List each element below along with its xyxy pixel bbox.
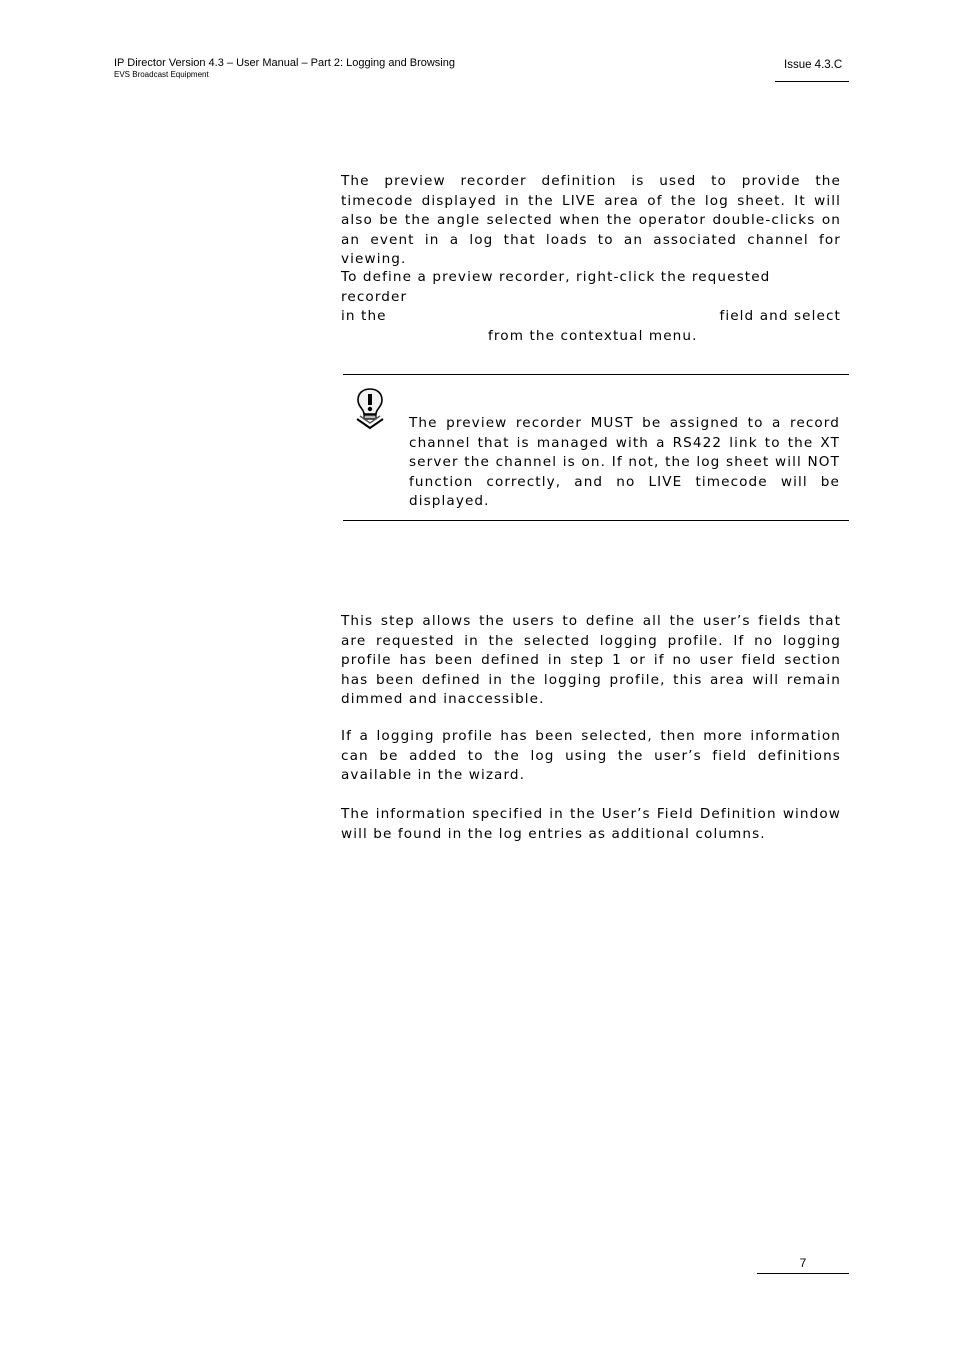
user-fields-paragraph: This step allows the users to define all the user’s fields that are requested in the selected logging profile. If no logging profile has been defined in step 1 or if no user field section has been defined in the logging profile, this area will remain dimmed and inaccessible. [341,613,841,707]
paragraph-line [341,268,841,307]
field-definition-paragraph: The information specified in the User’s Field Definition window will be found in the log entries as additional columns. [341,806,841,842]
paragraph-line-start: in the [341,308,387,324]
note-box [343,374,849,521]
page-number: 7 [757,1256,849,1274]
preview-recorder-paragraph: The preview recorder definition is used to provide the timecode displayed in the LIVE area of the log sheet. It will also be the angle selected when the operator double-clicks on an event in a log that loads to an associated channel for viewing. [341,173,841,267]
company-name: EVS Broadcast Equipment [114,69,209,79]
paragraph-line-text: from the contextual menu. [488,327,698,344]
define-preview-recorder-paragraph [341,268,841,346]
paragraph-line-end: field and select [719,308,841,324]
paragraph-line [341,307,841,327]
document-title: IP Director Version 4.3 – User Manual – Part 2: Logging and Browsing [114,57,455,69]
issue-label: Issue 4.3.C [775,58,849,82]
logging-profile-paragraph: If a logging profile has been selected, then more information can be added to the log using the user’s field definitions available in the wizard. [341,728,841,783]
page-header [114,57,455,79]
note-text: The preview recorder MUST be assigned to a record channel that is managed with a RS422 link to the XT server the channel is on. If not, the log sheet will NOT function correctly, and no LIVE timecode will be displayed. [409,415,840,509]
warning-note-icon [353,386,387,430]
paragraph-line-text: To define a preview recorder, right-click the requested recorder [341,269,771,305]
